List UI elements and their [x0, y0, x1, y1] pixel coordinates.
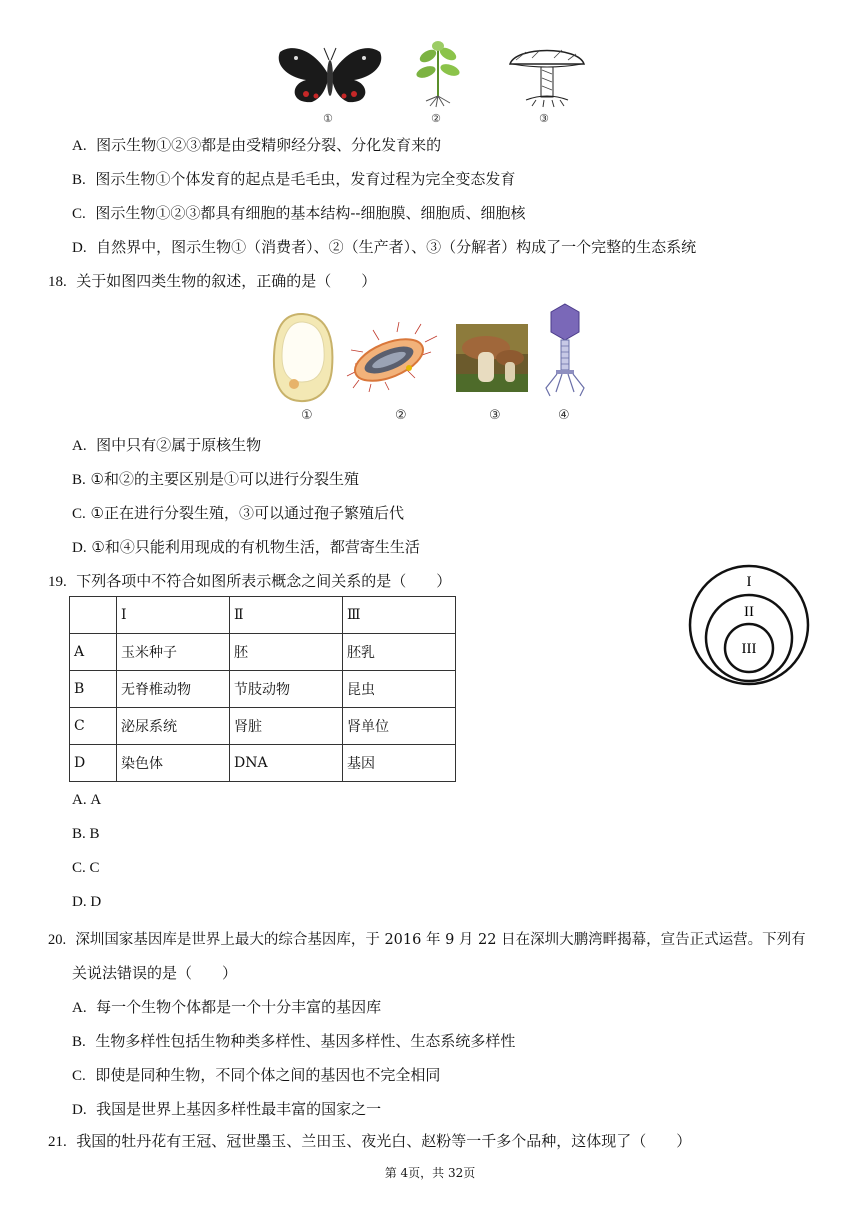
bacteriophage-image [540, 302, 590, 398]
q20-option-a: A. 每一个生物个体都是一个十分丰富的基因库 [72, 998, 382, 1016]
seedling-image [412, 38, 464, 108]
bacterium-image [345, 322, 441, 392]
q18-option-d: D. ①和④只能利用现成的有机物生活，都营寄生生活 [72, 538, 420, 556]
mushroom-photo-image [456, 324, 528, 392]
image-label: ② [431, 112, 441, 125]
page-footer: 第 4页，共 32页 [384, 1166, 476, 1180]
q17-option-d: D. 自然界中，图示生物①（消费者）、②（生产者）、③（分解者）构成了一个完整的生态系统 [72, 238, 697, 256]
table-cell: 基因 [343, 745, 456, 782]
table-cell [70, 597, 117, 634]
yeast-cell-image [270, 312, 336, 404]
image-label: ④ [558, 408, 570, 423]
q20-stem: 20. 深圳国家基因库是世界上最大的综合基因库，于 2016 年 9 月 22 日在深圳大鹏湾畔揭幕，宣告正式运营。下列有 [48, 932, 806, 948]
table-cell: B [70, 671, 117, 708]
mushroom-sketch-image [506, 40, 588, 108]
diagram-label-i: I [746, 574, 752, 590]
table-cell: 胚 [230, 634, 343, 671]
q19-table [69, 596, 456, 782]
diagram-label-iii: III [741, 641, 757, 657]
q19-stem: 19. 下列各项中不符合如图所表示概念之间关系的是（ ） [48, 572, 452, 590]
table-row [70, 634, 456, 671]
table-cell: D [70, 745, 117, 782]
table-cell: 胚乳 [343, 634, 456, 671]
image-label: ① [323, 112, 333, 125]
table-cell: 肾单位 [343, 708, 456, 745]
q19-option-a: A. A [72, 792, 102, 808]
table-cell: 玉米种子 [117, 634, 230, 671]
q20-option-c: C. 即使是同种生物，不同个体之间的基因也不完全相同 [72, 1066, 441, 1084]
table-cell: C [70, 708, 117, 745]
table-cell: 昆虫 [343, 671, 456, 708]
table-cell: 节肢动物 [230, 671, 343, 708]
q18-option-b: B. ①和②的主要区别是①可以进行分裂生殖 [72, 470, 359, 488]
table-cell: 肾脏 [230, 708, 343, 745]
table-row [70, 708, 456, 745]
q21-stem: 21. 我国的牡丹花有王冠、冠世墨玉、兰田玉、夜光白、赵粉等一千多个品种，这体现了（ ） [48, 1132, 692, 1150]
image-label: ② [395, 408, 407, 423]
q18-option-a: A. 图中只有②属于原核生物 [72, 436, 262, 454]
q19-option-d: D. D [72, 894, 102, 910]
q18-stem: 18. 关于如图四类生物的叙述，正确的是（ ） [48, 272, 377, 290]
table-cell: DNA [230, 745, 343, 782]
q20-option-b: B. 生物多样性包括生物种类多样性、基因多样性、生态系统多样性 [72, 1032, 516, 1050]
q17-option-b: B. 图示生物①个体发育的起点是毛毛虫，发育过程为完全变态发育 [72, 170, 516, 188]
table-row [70, 671, 456, 708]
q17-option-c: C. 图示生物①②③都具有细胞的基本结构--细胞膜、细胞质、细胞核 [72, 204, 526, 222]
table-row [70, 745, 456, 782]
q20-option-d: D. 我国是世界上基因多样性最丰富的国家之一 [72, 1100, 382, 1118]
table-cell: Ⅰ [117, 597, 230, 634]
table-cell: A [70, 634, 117, 671]
table-cell: 染色体 [117, 745, 230, 782]
table-cell: 无脊椎动物 [117, 671, 230, 708]
q19-option-c: C. C [72, 860, 100, 876]
butterfly-image [276, 44, 384, 110]
table-header-row [70, 597, 456, 634]
image-label: ③ [539, 112, 549, 125]
q17-option-a: A. 图示生物①②③都是由受精卵经分裂、分化发育来的 [72, 136, 442, 154]
q19-option-b: B. B [72, 826, 100, 842]
diagram-label-ii: II [744, 604, 754, 620]
q18-option-c: C. ①正在进行分裂生殖，③可以通过孢子繁殖后代 [72, 504, 404, 522]
table-cell: Ⅲ [343, 597, 456, 634]
q20-stem-line2: 关说法错误的是（ ） [72, 964, 238, 982]
table-cell: Ⅱ [230, 597, 343, 634]
image-label: ① [301, 408, 313, 423]
nested-circles-diagram [686, 564, 812, 686]
table-cell: 泌尿系统 [117, 708, 230, 745]
image-label: ③ [489, 408, 501, 423]
